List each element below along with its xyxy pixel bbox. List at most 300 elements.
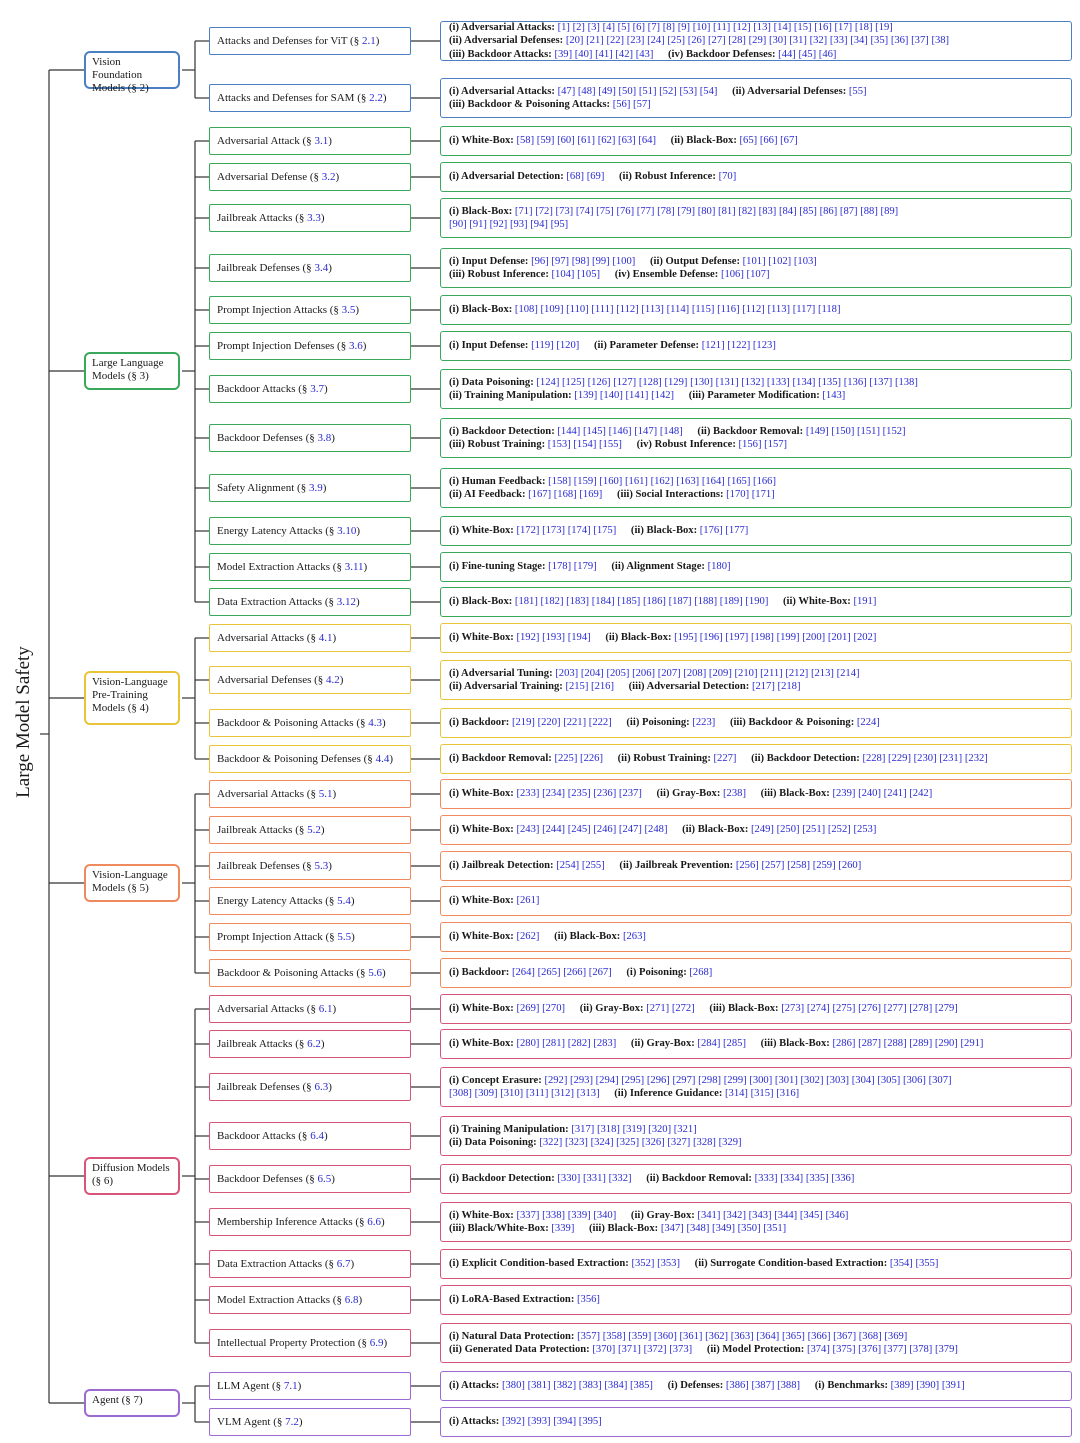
section-link[interactable]: 5.5 xyxy=(337,931,352,943)
citation-link[interactable]: [370] xyxy=(592,1344,616,1355)
citation-link[interactable]: [101] xyxy=(742,255,766,267)
citation-link[interactable]: [139] xyxy=(574,390,598,401)
citation-link[interactable]: [146] xyxy=(608,425,632,437)
citation-link[interactable]: [349] xyxy=(712,1223,735,1234)
citation-link[interactable]: [2] xyxy=(572,21,585,33)
citation-link[interactable]: [317] xyxy=(571,1123,595,1135)
citation-link[interactable]: [7] xyxy=(647,21,661,33)
citation-link[interactable]: [302] xyxy=(800,1074,824,1086)
citation-link[interactable]: [38] xyxy=(931,35,950,47)
citation-link[interactable]: [180] xyxy=(707,561,731,573)
citation-link[interactable]: [52] xyxy=(659,85,677,97)
citation-link[interactable]: [99] xyxy=(592,255,610,267)
citation-link[interactable]: [284] xyxy=(697,1038,721,1050)
citation-link[interactable]: [204] xyxy=(580,667,604,679)
citation-link[interactable]: [354] xyxy=(889,1258,913,1270)
subcategory-box[interactable]: Data Extraction Attacks (§ 6.7) xyxy=(209,1250,411,1278)
subcategory-box[interactable]: Data Extraction Attacks (§ 3.12) xyxy=(209,588,411,616)
section-link[interactable]: 5.1 xyxy=(318,788,333,800)
citation-link[interactable]: [54] xyxy=(699,85,718,97)
citation-link[interactable]: [58] xyxy=(516,135,535,147)
citation-link[interactable]: [129] xyxy=(664,376,688,388)
citation-link[interactable]: [241] xyxy=(883,788,907,800)
citation-link[interactable]: [205] xyxy=(606,667,630,679)
citation-link[interactable]: [182] xyxy=(540,596,564,608)
subcategory-box[interactable]: Adversarial Attacks (§ 6.1) xyxy=(209,995,411,1023)
citation-link[interactable]: [350] xyxy=(737,1223,761,1234)
citation-link[interactable]: [134] xyxy=(792,376,816,388)
citation-link[interactable]: [244] xyxy=(542,824,566,836)
citation-link[interactable]: [109] xyxy=(540,304,564,316)
citation-link[interactable]: [18] xyxy=(854,21,873,33)
subcategory-box[interactable]: Model Extraction Attacks (§ 6.8) xyxy=(209,1286,411,1314)
citation-link[interactable]: [251] xyxy=(802,824,826,836)
citation-link[interactable]: [208] xyxy=(683,667,707,679)
citation-link[interactable]: [71] xyxy=(514,205,533,217)
citation-link[interactable]: [312] xyxy=(551,1088,574,1099)
citation-link[interactable]: [198] xyxy=(751,632,774,644)
citation-link[interactable]: [161] xyxy=(625,475,648,487)
section-link[interactable]: 6.5 xyxy=(317,1173,332,1185)
citation-link[interactable]: [78] xyxy=(657,205,675,217)
citation-link[interactable]: [63] xyxy=(618,135,636,147)
subcategory-box[interactable]: Jailbreak Attacks (§ 5.2) xyxy=(209,816,411,844)
citation-link[interactable]: [337] xyxy=(516,1209,540,1221)
citation-link[interactable]: [4] xyxy=(602,21,615,33)
citation-link[interactable]: [188] xyxy=(694,596,718,608)
citation-link[interactable]: [252] xyxy=(827,824,851,836)
citation-link[interactable]: [163] xyxy=(676,475,700,487)
citation-link[interactable]: [233] xyxy=(516,788,540,800)
citation-link[interactable]: [323] xyxy=(564,1137,588,1148)
citation-link[interactable]: [97] xyxy=(551,255,570,267)
citation-link[interactable]: [190] xyxy=(745,596,769,608)
subcategory-box[interactable]: Adversarial Attack (§ 3.1) xyxy=(209,127,411,155)
citation-link[interactable]: [303] xyxy=(826,1074,850,1086)
citation-link[interactable]: [152] xyxy=(882,425,906,437)
citation-link[interactable]: [229] xyxy=(888,753,911,765)
citation-link[interactable]: [335] xyxy=(805,1173,829,1185)
citation-link[interactable]: [192] xyxy=(516,632,540,644)
citation-link[interactable]: [185] xyxy=(617,596,641,608)
citation-link[interactable]: [261] xyxy=(516,895,540,907)
citation-link[interactable]: [92] xyxy=(489,219,508,230)
citation-link[interactable]: [270] xyxy=(542,1003,566,1015)
citation-link[interactable]: [159] xyxy=(573,475,597,487)
citation-link[interactable]: [297] xyxy=(672,1074,696,1086)
citation-link[interactable]: [143] xyxy=(822,390,846,401)
section-link[interactable]: 3.10 xyxy=(337,525,357,537)
citation-link[interactable]: [121] xyxy=(701,340,725,352)
citation-link[interactable]: [343] xyxy=(748,1209,772,1221)
section-link[interactable]: 6.8 xyxy=(344,1294,359,1306)
citation-link[interactable]: [215] xyxy=(565,681,589,692)
citation-link[interactable]: [79] xyxy=(677,205,696,217)
citation-link[interactable]: [111] xyxy=(591,304,614,316)
subcategory-box[interactable]: Energy Latency Attacks (§ 5.4) xyxy=(209,887,411,915)
citation-link[interactable]: [219] xyxy=(511,717,535,729)
citation-link[interactable]: [184] xyxy=(591,596,615,608)
citation-link[interactable]: [391] xyxy=(941,1380,965,1392)
citation-link[interactable]: [202] xyxy=(853,632,877,644)
citation-link[interactable]: [21] xyxy=(586,35,604,47)
citation-link[interactable]: [151] xyxy=(857,425,880,437)
citation-link[interactable]: [65] xyxy=(739,135,758,147)
section-link[interactable]: 5.6 xyxy=(368,967,382,979)
citation-link[interactable]: [153] xyxy=(547,439,571,450)
citation-link[interactable]: [258] xyxy=(787,860,811,872)
section-link[interactable]: 4.2 xyxy=(326,674,340,686)
section-link[interactable]: 3.6 xyxy=(348,340,363,352)
citation-link[interactable]: [356] xyxy=(577,1294,600,1306)
citation-link[interactable]: [133] xyxy=(766,376,790,388)
citation-link[interactable]: [269] xyxy=(516,1003,540,1015)
citation-link[interactable]: [293] xyxy=(570,1074,593,1086)
subcategory-box[interactable]: Attacks and Defenses for ViT (§ 2.1) xyxy=(209,27,411,55)
citation-link[interactable]: [43] xyxy=(635,48,654,60)
citation-link[interactable]: [292] xyxy=(544,1074,568,1086)
subcategory-box[interactable]: Intellectual Property Protection (§ 6.9) xyxy=(209,1329,411,1357)
citation-link[interactable]: [380] xyxy=(501,1380,525,1392)
citation-link[interactable]: [118] xyxy=(817,304,841,316)
subcategory-box[interactable]: Attacks and Defenses for SAM (§ 2.2) xyxy=(209,84,411,112)
citation-link[interactable]: [32] xyxy=(809,35,828,47)
citation-link[interactable]: [319] xyxy=(622,1123,646,1135)
citation-link[interactable]: [145] xyxy=(582,425,606,437)
citation-link[interactable]: [136] xyxy=(843,376,867,388)
citation-link[interactable]: [10] xyxy=(692,21,711,33)
citation-link[interactable]: [387] xyxy=(751,1380,775,1392)
citation-link[interactable]: [273] xyxy=(781,1003,805,1015)
subcategory-box[interactable]: Prompt Injection Attack (§ 5.5) xyxy=(209,923,411,951)
citation-link[interactable]: [14] xyxy=(773,21,792,33)
citation-link[interactable]: [172] xyxy=(516,525,540,537)
citation-link[interactable]: [194] xyxy=(567,632,591,644)
citation-link[interactable]: [291] xyxy=(960,1038,984,1050)
citation-link[interactable]: [256] xyxy=(735,860,759,872)
citation-link[interactable]: [295] xyxy=(621,1074,645,1086)
citation-link[interactable]: [100] xyxy=(612,255,636,267)
citation-link[interactable]: [347] xyxy=(660,1223,684,1234)
citation-link[interactable]: [249] xyxy=(751,824,774,836)
citation-link[interactable]: [355] xyxy=(915,1258,939,1270)
section-link[interactable]: 6.2 xyxy=(307,1038,321,1050)
citation-link[interactable]: [260] xyxy=(838,860,862,872)
citation-link[interactable]: [227] xyxy=(713,753,737,765)
citation-link[interactable]: [221] xyxy=(563,717,587,729)
citation-link[interactable]: [283] xyxy=(593,1038,617,1050)
citation-link[interactable]: [389] xyxy=(890,1380,914,1392)
citation-link[interactable]: [76] xyxy=(616,205,635,217)
subcategory-box[interactable]: VLM Agent (§ 7.2) xyxy=(209,1408,411,1436)
citation-link[interactable]: [158] xyxy=(548,475,572,487)
citation-link[interactable]: [327] xyxy=(667,1137,691,1148)
citation-link[interactable]: [45] xyxy=(798,48,817,60)
citation-link[interactable]: [50] xyxy=(618,85,637,97)
citation-link[interactable]: [27] xyxy=(708,35,726,47)
citation-link[interactable]: [85] xyxy=(799,205,817,217)
citation-link[interactable]: [320] xyxy=(648,1123,672,1135)
citation-link[interactable]: [12] xyxy=(732,21,751,33)
citation-link[interactable]: [344] xyxy=(774,1209,798,1221)
citation-link[interactable]: [11] xyxy=(713,21,731,33)
section-link[interactable]: 2.1 xyxy=(361,35,376,47)
citation-link[interactable]: [47] xyxy=(557,85,576,97)
citation-link[interactable]: [150] xyxy=(831,425,855,437)
citation-link[interactable]: [176] xyxy=(699,525,723,537)
citation-link[interactable]: [385] xyxy=(630,1380,653,1392)
citation-link[interactable]: [372] xyxy=(643,1344,667,1355)
citation-link[interactable]: [19] xyxy=(875,21,893,33)
citation-link[interactable]: [333] xyxy=(754,1173,778,1185)
citation-link[interactable]: [149] xyxy=(805,425,829,437)
citation-link[interactable]: [381] xyxy=(527,1380,551,1392)
citation-link[interactable]: [95] xyxy=(550,219,569,230)
citation-link[interactable]: [86] xyxy=(819,205,838,217)
citation-link[interactable]: [296] xyxy=(646,1074,670,1086)
citation-link[interactable]: [44] xyxy=(778,48,796,60)
citation-link[interactable]: [220] xyxy=(537,717,561,729)
citation-link[interactable]: [262] xyxy=(516,931,540,943)
citation-link[interactable]: [329] xyxy=(718,1137,742,1148)
section-link[interactable]: 6.4 xyxy=(310,1130,324,1142)
citation-link[interactable]: [353] xyxy=(657,1258,681,1270)
citation-link[interactable]: [276] xyxy=(858,1003,882,1015)
citation-link[interactable]: [281] xyxy=(542,1038,566,1050)
citation-link[interactable]: [60] xyxy=(557,135,575,147)
citation-link[interactable]: [218] xyxy=(777,681,801,692)
citation-link[interactable]: [294] xyxy=(595,1074,619,1086)
citation-link[interactable]: [39] xyxy=(554,48,573,60)
citation-link[interactable]: [301] xyxy=(774,1074,798,1086)
citation-link[interactable]: [125] xyxy=(562,376,585,388)
citation-link[interactable]: [271] xyxy=(646,1003,670,1015)
citation-link[interactable]: [236] xyxy=(593,788,617,800)
citation-link[interactable]: [278] xyxy=(909,1003,933,1015)
subcategory-box[interactable]: Backdoor Attacks (§ 3.7) xyxy=(209,375,411,403)
citation-link[interactable]: [358] xyxy=(602,1330,626,1342)
citation-link[interactable]: [199] xyxy=(776,632,800,644)
citation-link[interactable]: [120] xyxy=(556,340,580,352)
citation-link[interactable]: [110] xyxy=(566,304,589,316)
citation-link[interactable]: [235] xyxy=(567,788,591,800)
citation-link[interactable]: [177] xyxy=(725,525,749,537)
citation-link[interactable]: [309] xyxy=(474,1088,498,1099)
citation-link[interactable]: [96] xyxy=(531,255,549,267)
citation-link[interactable]: [137] xyxy=(869,376,893,388)
citation-link[interactable]: [390] xyxy=(916,1380,940,1392)
section-link[interactable]: 4.1 xyxy=(318,632,333,644)
subcategory-box[interactable]: Jailbreak Attacks (§ 3.3) xyxy=(209,204,411,232)
citation-link[interactable]: [289] xyxy=(909,1038,933,1050)
citation-link[interactable]: [379] xyxy=(934,1344,958,1355)
citation-link[interactable]: [173] xyxy=(542,525,566,537)
citation-link[interactable]: [57] xyxy=(633,99,651,110)
citation-link[interactable]: [80] xyxy=(697,205,716,217)
citation-link[interactable]: [288] xyxy=(883,1038,907,1050)
citation-link[interactable]: [195] xyxy=(674,632,698,644)
citation-link[interactable]: [339] xyxy=(551,1223,575,1234)
citation-link[interactable]: [75] xyxy=(596,205,614,217)
citation-link[interactable]: [254] xyxy=(556,860,580,872)
citation-link[interactable]: [360] xyxy=(653,1330,677,1342)
citation-link[interactable]: [102] xyxy=(768,255,792,267)
citation-link[interactable]: [40] xyxy=(574,48,593,60)
citation-link[interactable]: [51] xyxy=(638,85,657,97)
citation-link[interactable]: [94] xyxy=(530,219,548,230)
citation-link[interactable]: [16] xyxy=(814,21,832,33)
citation-link[interactable]: [131] xyxy=(715,376,739,388)
citation-link[interactable]: [140] xyxy=(599,390,623,401)
citation-link[interactable]: [394] xyxy=(553,1416,577,1428)
subcategory-box[interactable]: Backdoor & Poisoning Attacks (§ 4.3) xyxy=(209,709,411,737)
section-link[interactable]: 2.2 xyxy=(369,92,383,104)
subcategory-box[interactable]: Backdoor Attacks (§ 6.4) xyxy=(209,1122,411,1150)
citation-link[interactable]: [167] xyxy=(528,489,552,500)
section-link[interactable]: 3.11 xyxy=(344,561,364,573)
citation-link[interactable]: [345] xyxy=(799,1209,823,1221)
citation-link[interactable]: [290] xyxy=(934,1038,958,1050)
citation-link[interactable]: [112] xyxy=(616,304,639,316)
citation-link[interactable]: [138] xyxy=(894,376,918,388)
citation-link[interactable]: [206] xyxy=(632,667,656,679)
citation-link[interactable]: [308] xyxy=(449,1088,472,1099)
citation-link[interactable]: [214] xyxy=(836,667,860,679)
citation-link[interactable]: [230] xyxy=(913,753,937,765)
citation-link[interactable]: [24] xyxy=(647,35,665,47)
citation-link[interactable]: [255] xyxy=(581,860,605,872)
citation-link[interactable]: [106] xyxy=(720,269,744,280)
citation-link[interactable]: [113] xyxy=(767,304,791,316)
citation-link[interactable]: [1] xyxy=(557,21,570,33)
section-link[interactable]: 3.2 xyxy=(321,171,336,183)
citation-link[interactable]: [61] xyxy=(577,135,596,147)
citation-link[interactable]: [265] xyxy=(537,967,561,979)
citation-link[interactable]: [374] xyxy=(806,1344,830,1355)
citation-link[interactable]: [384] xyxy=(604,1380,628,1392)
citation-link[interactable]: [313] xyxy=(576,1088,600,1099)
citation-link[interactable]: [367] xyxy=(833,1330,857,1342)
citation-link[interactable]: [169] xyxy=(579,489,603,500)
section-link[interactable]: 5.2 xyxy=(307,824,321,836)
citation-link[interactable]: [217] xyxy=(751,681,775,692)
citation-link[interactable]: [280] xyxy=(516,1038,540,1050)
subcategory-box[interactable]: Jailbreak Defenses (§ 5.3) xyxy=(209,852,411,880)
citation-link[interactable]: [274] xyxy=(806,1003,830,1015)
citation-link[interactable]: [226] xyxy=(580,753,603,765)
citation-link[interactable]: [382] xyxy=(553,1380,577,1392)
subcategory-box[interactable]: Membership Inference Attacks (§ 6.6) xyxy=(209,1208,411,1236)
citation-link[interactable]: [348] xyxy=(686,1223,710,1234)
subcategory-box[interactable]: Safety Alignment (§ 3.9) xyxy=(209,474,411,502)
citation-link[interactable]: [325] xyxy=(616,1137,640,1148)
citation-link[interactable]: [25] xyxy=(667,35,686,47)
section-link[interactable]: 5.4 xyxy=(337,895,351,907)
citation-link[interactable]: [48] xyxy=(577,85,596,97)
citation-link[interactable]: [73] xyxy=(555,205,574,217)
subcategory-box[interactable]: Jailbreak Defenses (§ 6.3) xyxy=(209,1073,411,1101)
citation-link[interactable]: [8] xyxy=(662,21,676,33)
citation-link[interactable]: [338] xyxy=(542,1209,566,1221)
citation-link[interactable]: [357] xyxy=(577,1330,601,1342)
citation-link[interactable]: [361] xyxy=(679,1330,703,1342)
citation-link[interactable]: [248] xyxy=(644,824,668,836)
citation-link[interactable]: [144] xyxy=(557,425,581,437)
citation-link[interactable]: [332] xyxy=(608,1173,632,1185)
citation-link[interactable]: [250] xyxy=(776,824,800,836)
citation-link[interactable]: [238] xyxy=(723,788,746,800)
citation-link[interactable]: [193] xyxy=(542,632,566,644)
citation-link[interactable]: [3] xyxy=(587,21,600,33)
citation-link[interactable]: [266] xyxy=(563,967,587,979)
section-link[interactable]: 3.9 xyxy=(308,482,323,494)
citation-link[interactable]: [22] xyxy=(606,35,625,47)
citation-link[interactable]: [359] xyxy=(628,1330,652,1342)
citation-link[interactable]: [42] xyxy=(615,48,634,60)
citation-link[interactable]: [88] xyxy=(860,205,878,217)
section-link[interactable]: 6.3 xyxy=(314,1081,329,1093)
citation-link[interactable]: [243] xyxy=(516,824,540,836)
citation-link[interactable]: [113] xyxy=(641,304,664,316)
citation-link[interactable]: [315] xyxy=(750,1088,774,1099)
citation-link[interactable]: [166] xyxy=(753,475,776,487)
citation-link[interactable]: [64] xyxy=(638,135,657,147)
citation-link[interactable]: [306] xyxy=(902,1074,926,1086)
citation-link[interactable]: [196] xyxy=(699,632,723,644)
citation-link[interactable]: [9] xyxy=(677,21,691,33)
citation-link[interactable]: [105] xyxy=(577,269,601,280)
citation-link[interactable]: [81] xyxy=(718,205,736,217)
citation-link[interactable]: [36] xyxy=(890,35,909,47)
section-link[interactable]: 5.3 xyxy=(314,860,329,872)
citation-link[interactable]: [17] xyxy=(834,21,853,33)
citation-link[interactable]: [170] xyxy=(726,489,750,500)
citation-link[interactable]: [13] xyxy=(753,21,771,33)
citation-link[interactable]: [393] xyxy=(527,1416,551,1428)
section-link[interactable]: 6.6 xyxy=(367,1216,382,1228)
citation-link[interactable]: [373] xyxy=(669,1344,693,1355)
citation-link[interactable]: [369] xyxy=(884,1330,908,1342)
citation-link[interactable]: [285] xyxy=(723,1038,746,1050)
citation-link[interactable]: [59] xyxy=(536,135,555,147)
subcategory-box[interactable]: LLM Agent (§ 7.1) xyxy=(209,1372,411,1400)
citation-link[interactable]: [210] xyxy=(734,667,758,679)
citation-link[interactable]: [179] xyxy=(573,561,597,573)
citation-link[interactable]: [62] xyxy=(597,135,616,147)
citation-link[interactable]: [376] xyxy=(858,1344,882,1355)
citation-link[interactable]: [237] xyxy=(618,788,642,800)
section-link[interactable]: 3.5 xyxy=(341,304,356,316)
citation-link[interactable]: [72] xyxy=(535,205,553,217)
citation-link[interactable]: [316] xyxy=(776,1088,800,1099)
citation-link[interactable]: [74] xyxy=(575,205,594,217)
citation-link[interactable]: [328] xyxy=(693,1137,716,1148)
citation-link[interactable]: [207] xyxy=(657,667,681,679)
citation-link[interactable]: [314] xyxy=(725,1088,748,1099)
citation-link[interactable]: [209] xyxy=(708,667,732,679)
citation-link[interactable]: [164] xyxy=(701,475,725,487)
citation-link[interactable]: [339] xyxy=(567,1209,591,1221)
citation-link[interactable]: [83] xyxy=(758,205,777,217)
section-link[interactable]: 3.8 xyxy=(317,432,332,444)
citation-link[interactable]: [234] xyxy=(542,788,566,800)
citation-link[interactable]: [268] xyxy=(689,967,713,979)
citation-link[interactable]: [178] xyxy=(548,561,572,573)
citation-link[interactable]: [203] xyxy=(555,667,579,679)
subcategory-box[interactable]: Prompt Injection Defenses (§ 3.6) xyxy=(209,332,411,360)
citation-link[interactable]: [168] xyxy=(553,489,577,500)
citation-link[interactable]: [69] xyxy=(586,171,605,183)
